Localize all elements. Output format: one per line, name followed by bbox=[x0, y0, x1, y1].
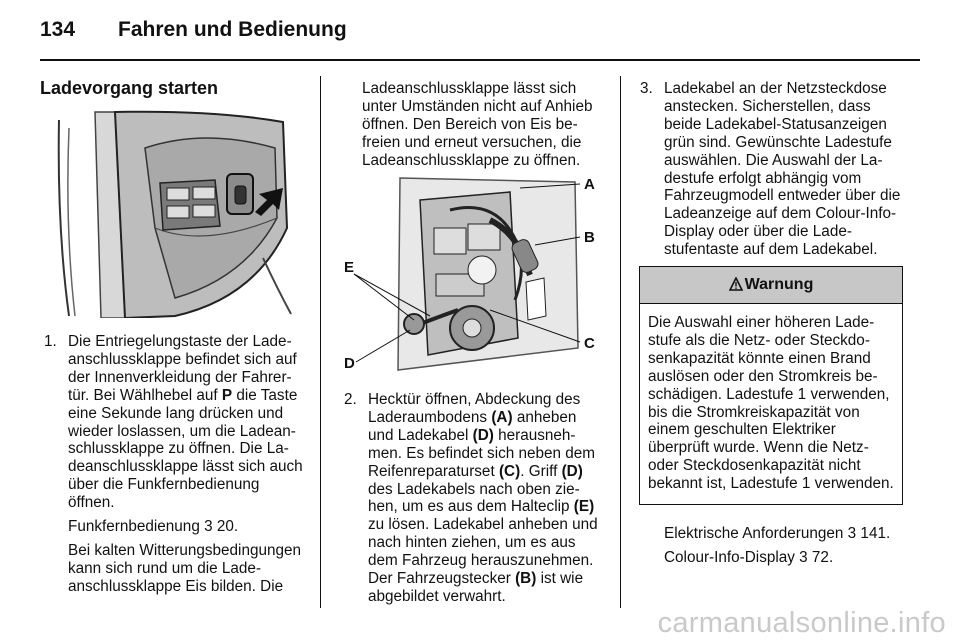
warning-body: Die Auswahl einer höheren Ladestufe als die Netz- oder Steckdosenkapazität könnte einen Brand auslösen oder den Stromkreis beschädigen. Ladestufe 1 verwenden, bis die Stromkreiskapazität von einem geschulten Elektriker überprüft wurde. Wenn die Netz- oder Steckdosenkapazität nicht bekannt ist, Ladestufe 1 verwenden. bbox=[648, 314, 894, 493]
step-1-text bbox=[68, 333, 306, 512]
warning-title: Warnung bbox=[744, 276, 814, 293]
column-divider-2 bbox=[620, 76, 621, 608]
step-2-bold-b: (B) bbox=[515, 570, 537, 588]
label-d: D bbox=[344, 355, 355, 372]
step-1-text-b: die Taste eine Sekunde lang drücken und wieder loslassen, um die Ladeanschlussklappe zu öffnen. Die Ladeanschlussklappe lässt sich auch über die Funkfernbedienung öffnen. bbox=[68, 386, 303, 512]
column-3-refs bbox=[664, 525, 904, 567]
warning-header bbox=[640, 267, 902, 304]
step-2-number: 2. bbox=[344, 391, 357, 408]
step-2-bold-d: (D) bbox=[472, 426, 494, 444]
step-2-text-1: Hecktür öffnen, Abdeckung des Laderaumbodens bbox=[368, 391, 581, 426]
ref-electrical-requirements: Elektrische Anforderungen 3 141. bbox=[664, 525, 891, 542]
label-b: B bbox=[584, 229, 595, 246]
section-title: Ladevorgang starten bbox=[40, 78, 219, 98]
step-2-bold-d2: (D) bbox=[561, 462, 583, 480]
door-panel-illustration bbox=[55, 108, 295, 318]
step-1-text-a: Die Entriegelungstaste der Ladeanschlussklappe befindet sich auf der Innenverkleidung der Fahrertür. Bei Wählhebel auf bbox=[68, 333, 297, 404]
step-2-bold-c: (C) bbox=[498, 462, 521, 480]
step-2-text-6: zu lösen. Ladekabel anheben und nach hinten ziehen, um es aus dem Fahrzeug herauszunehmen. Der Fahrzeugstecker bbox=[368, 516, 598, 588]
label-a: A bbox=[584, 176, 595, 193]
page-title: Fahren und Bedienung bbox=[118, 18, 347, 41]
step-1-bold-p: P bbox=[221, 386, 233, 404]
step-2-text bbox=[368, 391, 604, 606]
column-2-step bbox=[344, 391, 604, 606]
step-2-text-7: ist wie abgebildet verwahrt. bbox=[368, 570, 584, 605]
warning-box bbox=[639, 266, 903, 505]
column-divider-1 bbox=[320, 76, 321, 608]
step-3-number: 3. bbox=[640, 80, 653, 97]
step-2-bold-a: (A) bbox=[491, 408, 513, 426]
cargo-area-illustration bbox=[340, 170, 602, 375]
cold-weather-continuation: Ladeanschlussklappe lässt sich unter Umständen nicht auf Anhieb öffnen. Den Bereich von Eis befreien und erneut versuchen, die Ladeanschlussklappe zu öffnen. bbox=[362, 80, 593, 169]
column-1 bbox=[44, 333, 306, 596]
ref-colour-info-display: Colour-Info-Display 3 72. bbox=[664, 548, 834, 566]
step-2-text-4: . Griff bbox=[520, 462, 562, 480]
page-number: 134 bbox=[40, 18, 76, 41]
page-header bbox=[40, 18, 347, 42]
column-2-top bbox=[362, 80, 602, 170]
step-2-text-2: anheben und Ladekabel bbox=[368, 408, 577, 444]
watermark: carmanualsonline.info bbox=[657, 607, 946, 639]
step-3-text: Ladekabel an der Netzsteckdose anstecken. Sicherstellen, dass beide Ladekabel-Statusanzeigen grün sind. Gewünschte Ladestufe auswählen. Die Auswahl der Ladestufe erfolgt abhängig vom Fahrzeugmodell entweder über die Ladeanzeige auf dem Colour-Info-Display oder über die Ladestufentaste auf dem Ladekabel. bbox=[664, 80, 901, 259]
step-2-text-3: herausnehmen. Es befindet sich neben dem Reifenreparaturset bbox=[368, 426, 596, 480]
column-3-step bbox=[640, 80, 904, 259]
ref-remote-control: Funkfernbedienung 3 20. bbox=[68, 518, 239, 536]
label-e: E bbox=[344, 259, 355, 276]
step-3 bbox=[640, 80, 904, 259]
step-2-bold-e: (E) bbox=[573, 498, 595, 516]
step-2 bbox=[344, 391, 604, 606]
step-1-number: 1. bbox=[44, 333, 57, 350]
step-2-text-5: des Ladekabels nach oben ziehen, um es aus dem Halteclip bbox=[368, 480, 580, 516]
cold-weather-note: Bei kalten Witterungsbedingungen kann sich rund um die Ladeanschlussklappe Eis bilden. Die bbox=[68, 541, 302, 595]
label-c: C bbox=[584, 335, 595, 352]
warning-triangle-icon bbox=[729, 269, 743, 305]
step-1 bbox=[44, 333, 306, 512]
header-rule bbox=[40, 59, 920, 61]
